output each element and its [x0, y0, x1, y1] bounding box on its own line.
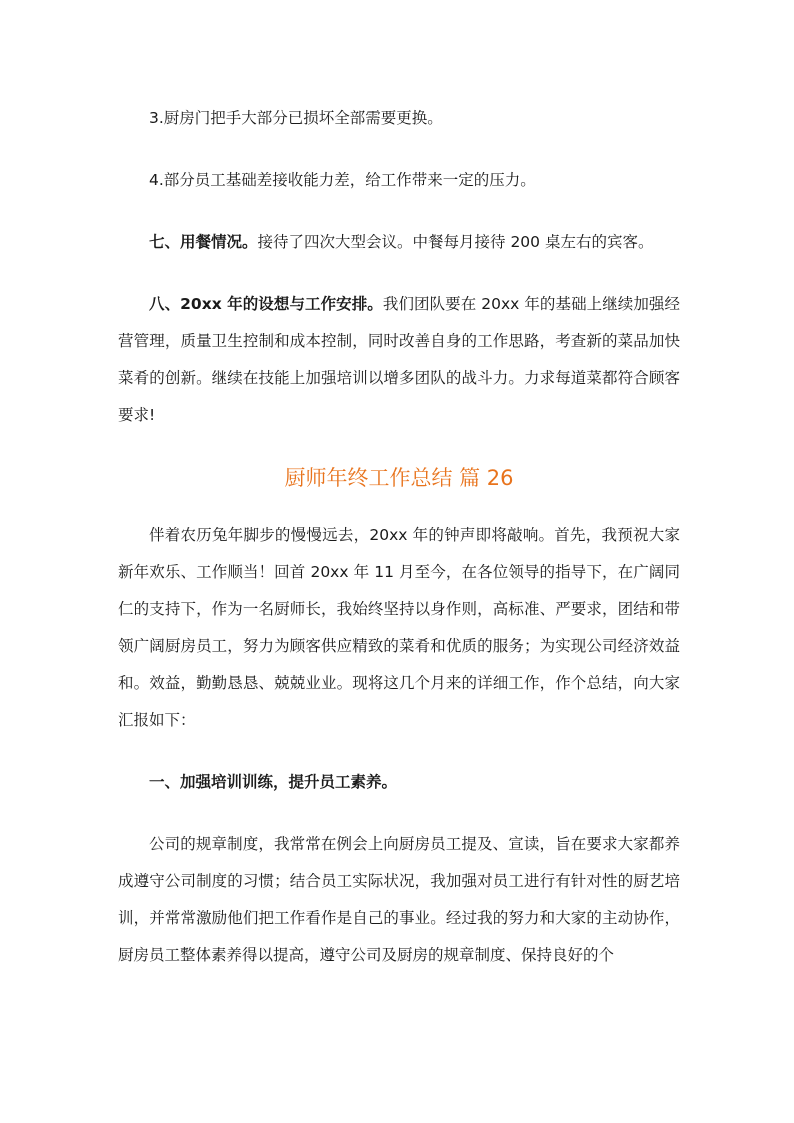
section-intro: 伴着农历兔年脚步的慢慢远去，20xx 年的钟声即将敲响。首先，我预祝大家新年欢乐、工作顺当！回首 20xx 年 11 月至今，在各位领导的指导下，在广阔同仁的支持下，作为一名厨师长，我始终坚持以身作则，高标准、严要求，团结和带领广阔厨房员工，努力为顾客供应精致的菜肴和优质的服务；为实现公司经济效益和。效益，勤勤恳恳、兢兢业业。现将这几个月来的详细工作，作个总结，向大家汇报如下：: [118, 526, 680, 729]
paragraph-text-dining: 接待了四次大型会议。中餐每月接待 200 桌左右的宾客。: [257, 233, 654, 251]
section-title: 厨师年终工作总结 篇 26: [284, 466, 514, 490]
paragraph-plan: [118, 286, 680, 434]
paragraph-dining-situation: [118, 224, 680, 261]
paragraph-item-4: 4.部分员工基础差接收能力差，给工作带来一定的压力。: [149, 171, 536, 189]
paragraph-heading-dining: 七、用餐情况。: [149, 233, 258, 251]
section-body-training: 公司的规章制度，我常常在例会上向厨房员工提及、宣读，旨在要求大家都养成遵守公司制度的习惯；结合员工实际状况，我加强对员工进行有针对性的厨艺培训，并常常激励他们把工作看作是自己的事业。经过我的努力和大家的主动协作，厨房员工整体素养得以提高，遵守公司及厨房的规章制度、保持良好的个: [118, 835, 680, 964]
paragraph-text-plan: 我们团队要在 20xx 年的基础上继续加强经营管理，质量卫生控制和成本控制，同时改善自身的工作思路，考查新的菜品加快菜肴的创新。继续在技能上加强培训以增多团队的战斗力。力求每道菜都符合顾客要求!: [118, 295, 680, 424]
paragraph-heading-plan: 八、20xx 年的设想与工作安排。: [149, 295, 383, 313]
section-heading-training: 一、加强培训训练，提升员工素养。: [149, 773, 398, 791]
paragraph-item-3: 3.厨房门把手大部分已损坏全部需要更换。: [149, 109, 443, 127]
document-body: [118, 100, 680, 974]
